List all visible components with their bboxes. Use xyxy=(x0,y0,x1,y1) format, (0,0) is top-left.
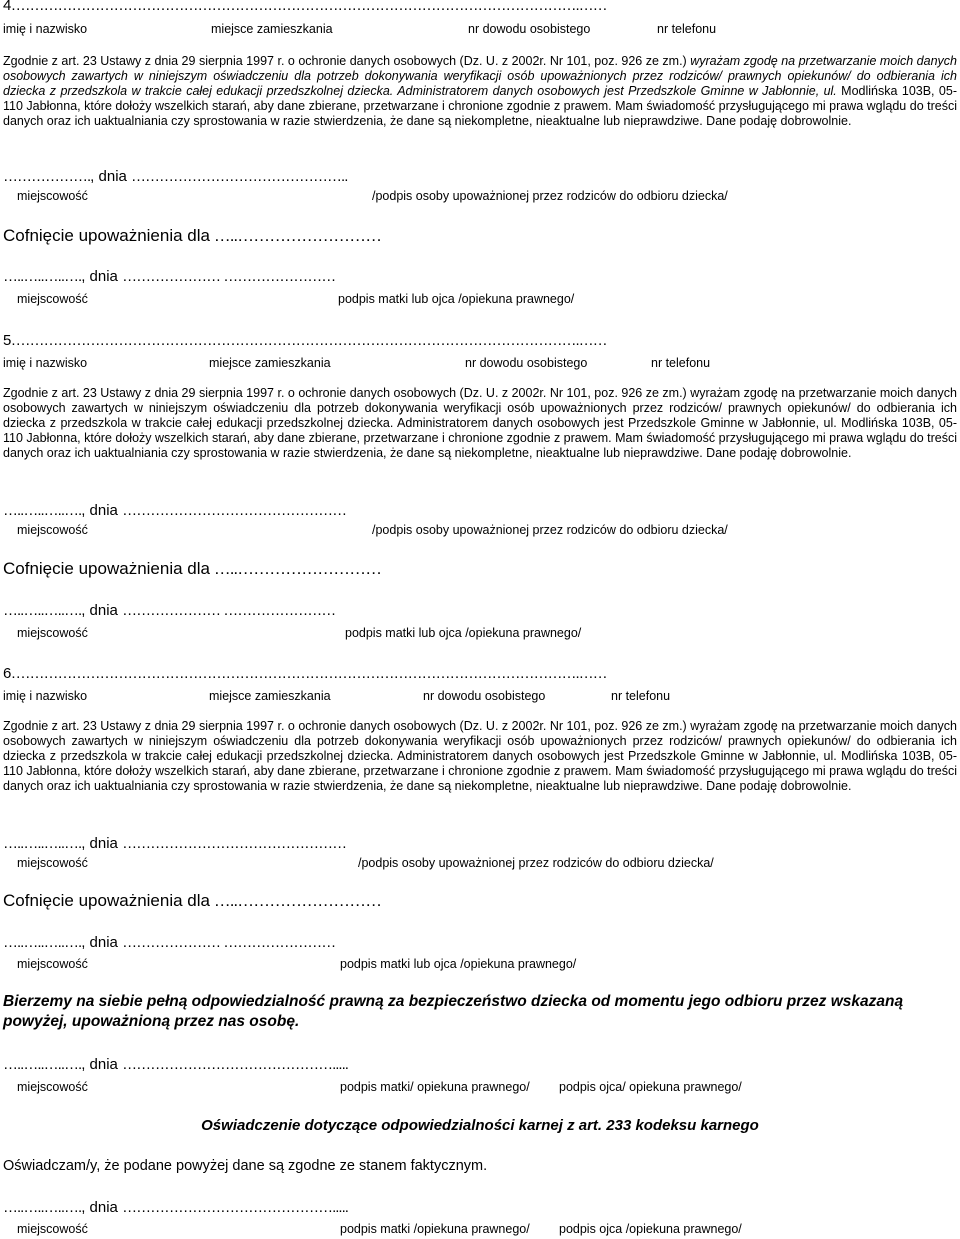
signature-line[interactable]: …..…..…..…., dnia ………………………………………… xyxy=(3,502,347,519)
signature-line[interactable]: …..…..…..…., dnia ………………………………………..... xyxy=(3,1199,348,1216)
label-podpis-matki-ojca: podpis matki lub ojca /opiekuna prawnego/ xyxy=(338,292,575,306)
label-podpis-matki: podpis matki /opiekuna prawnego/ xyxy=(340,1222,530,1236)
rodo-paragraph: Zgodnie z art. 23 Ustawy z dnia 29 sierpnia 1997 r. o ochronie danych osobowych (Dz. U. z 2002r. Nr 101, poz. 926 ze zm.) wyrażam zgodę na przetwarzanie moich danych osobowych zawartych w niniejszym oświadczeniu dla potrzeb dokonywania weryfikacji osób upoważnionych przez rodziców/ prawnych opiekunów/ do odbierania ich dziecka z przedszkola w trakcie całej edukacji przedszkolnej dziecka. Administratorem danych osobowych jest Przedszkole Gminne w Jabłonnie, ul. Modlińska 103B, 05-110 Jabłonna, które dołoży wszelkich starań, aby dane zbierane, przetwarzane i chronione zgodnie z prawem. Mam świadomość przysługującego mi prawa wglądu do treści danych oraz ich uaktualniania czy sprostowania w razie stwierdzenia, że dane są niekompletne, nieaktualne lub nieprawdziwe. Dane podaję dobrowolnie. xyxy=(3,719,957,794)
section-5-line[interactable] xyxy=(3,332,607,349)
rodo-paragraph: Zgodnie z art. 23 Ustawy z dnia 29 sierpnia 1997 r. o ochronie danych osobowych (Dz. U. z 2002r. Nr 101, poz. 926 ze zm.) wyrażam zgodę na przetwarzanie moich danych osobowych zawartych w niniejszym oświadczeniu dla potrzeb dokonywania weryfikacji osób upoważnionych przez rodziców/ prawnych opiekunów/ do odbierania ich dziecka z przedszkola w trakcie całej edukacji przedszkolnej dziecka. Administratorem danych osobowych jest Przedszkole Gminne w Jabłonnie, ul. Modlińska 103B, 05-110 Jabłonna, które dołoży wszelkich starań, aby dane zbierane, przetwarzane i chronione zgodnie z prawem. Mam świadomość przysługującego mi prawa wglądu do treści danych oraz ich uaktualniania czy sprostowania w razie stwierdzenia, że dane są niekompletne, nieaktualne lub nieprawdziwe. Dane podaję dobrowolnie. xyxy=(3,54,957,129)
label-podpis-matki-ojca: podpis matki lub ojca /opiekuna prawnego/ xyxy=(345,626,582,640)
oswiadczam-text: Oświadczam/y, że podane powyżej dane są zgodne ze stanem faktycznym. xyxy=(3,1158,488,1174)
label-podpis-upowaznionej: /podpis osoby upoważnionej przez rodziców do odbioru dziecka/ xyxy=(372,523,728,537)
signature-line[interactable]: …..…..…..…., dnia ………………………………………..... xyxy=(3,1056,348,1073)
cofniecie-line[interactable]: Cofnięcie upoważnienia dla …..……………………… xyxy=(3,226,382,245)
blank-line: ………………………………………………………………………………………………………….…… xyxy=(15,665,607,682)
label-miejscowosc: miejscowość xyxy=(17,856,88,870)
label-miejscowosc: miejscowość xyxy=(17,189,88,203)
signature-line[interactable]: …..…..…..…., dnia ………………… …………………… xyxy=(3,268,336,285)
label-miejscowosc: miejscowość xyxy=(17,523,88,537)
section-number: 5. xyxy=(3,332,16,349)
label-miejscowosc: miejscowość xyxy=(17,292,88,306)
signature-line[interactable]: …..…..…..…., dnia ………………………………………… xyxy=(3,835,347,852)
blank-line: ………………………………………………………………………………………………………….…… xyxy=(15,0,607,14)
signature-line[interactable]: ………………., dnia ……………………………………….. xyxy=(3,168,348,185)
label-imie: imię i nazwisko xyxy=(3,22,88,36)
section-number: 4. xyxy=(3,0,16,14)
label-podpis-upowaznionej: /podpis osoby upoważnionej przez rodziców do odbioru dziecka/ xyxy=(358,856,714,870)
label-dowod: nr dowodu osobistego xyxy=(468,22,591,36)
section-number: 6. xyxy=(3,665,16,682)
section-4-line[interactable] xyxy=(3,0,607,14)
label-podpis-upowaznionej: /podpis osoby upoważnionej przez rodziców do odbioru dziecka/ xyxy=(372,189,728,203)
signature-line[interactable]: …..…..…..…., dnia ………………… …………………… xyxy=(3,934,336,951)
cofniecie-line[interactable]: Cofnięcie upoważnienia dla …..……………………… xyxy=(3,891,382,910)
label-podpis-matki-ojca: podpis matki lub ojca /opiekuna prawnego/ xyxy=(340,957,577,971)
karna-heading: Oświadczenie dotyczące odpowiedzialności karnej z art. 233 kodeksu karnego xyxy=(201,1117,759,1134)
label-podpis-ojca: podpis ojca /opiekuna prawnego/ xyxy=(559,1222,742,1236)
label-miejsce: miejsce zamieszkania xyxy=(211,22,333,36)
blank-line: ………………………………………………………………………………………………………….…… xyxy=(15,332,607,349)
responsibility-statement: Bierzemy na siebie pełną odpowiedzialność prawną za bezpieczeństwo dziecka od momentu jego odbioru przez wskazaną powyżej, upoważnioną przez nas osobę. xyxy=(3,993,904,1030)
label-miejscowosc: miejscowość xyxy=(17,957,88,971)
label-miejscowosc: miejscowość xyxy=(17,1080,88,1094)
section-6-line[interactable] xyxy=(3,665,607,682)
label-miejscowosc: miejscowość xyxy=(17,626,88,640)
label-podpis-ojca: podpis ojca/ opiekuna prawnego/ xyxy=(559,1080,742,1094)
label-telefon: nr telefonu xyxy=(657,22,717,36)
cofniecie-line[interactable]: Cofnięcie upoważnienia dla …..……………………… xyxy=(3,559,382,578)
label-miejscowosc: miejscowość xyxy=(17,1222,88,1236)
label-podpis-matki: podpis matki/ opiekuna prawnego/ xyxy=(340,1080,530,1094)
signature-line[interactable]: …..…..…..…., dnia ………………… …………………… xyxy=(3,602,336,619)
rodo-paragraph: Zgodnie z art. 23 Ustawy z dnia 29 sierpnia 1997 r. o ochronie danych osobowych (Dz. U. z 2002r. Nr 101, poz. 926 ze zm.) wyrażam zgodę na przetwarzanie moich danych osobowych zawartych w niniejszym oświadczeniu dla potrzeb dokonywania weryfikacji osób upoważnionych przez rodziców/ prawnych opiekunów/ do odbierania ich dziecka z przedszkola w trakcie całej edukacji przedszkolnej dziecka. Administratorem danych osobowych jest Przedszkole Gminne w Jabłonnie, ul. Modlińska 103B, 05-110 Jabłonna, które dołoży wszelkich starań, aby dane zbierane, przetwarzane i chronione zgodnie z prawem. Mam świadomość przysługującego mi prawa wglądu do treści danych oraz ich uaktualniania czy sprostowania w razie stwierdzenia, że dane są niekompletne, nieaktualne lub nieprawdziwe. Dane podaję dobrowolnie. xyxy=(3,386,957,461)
